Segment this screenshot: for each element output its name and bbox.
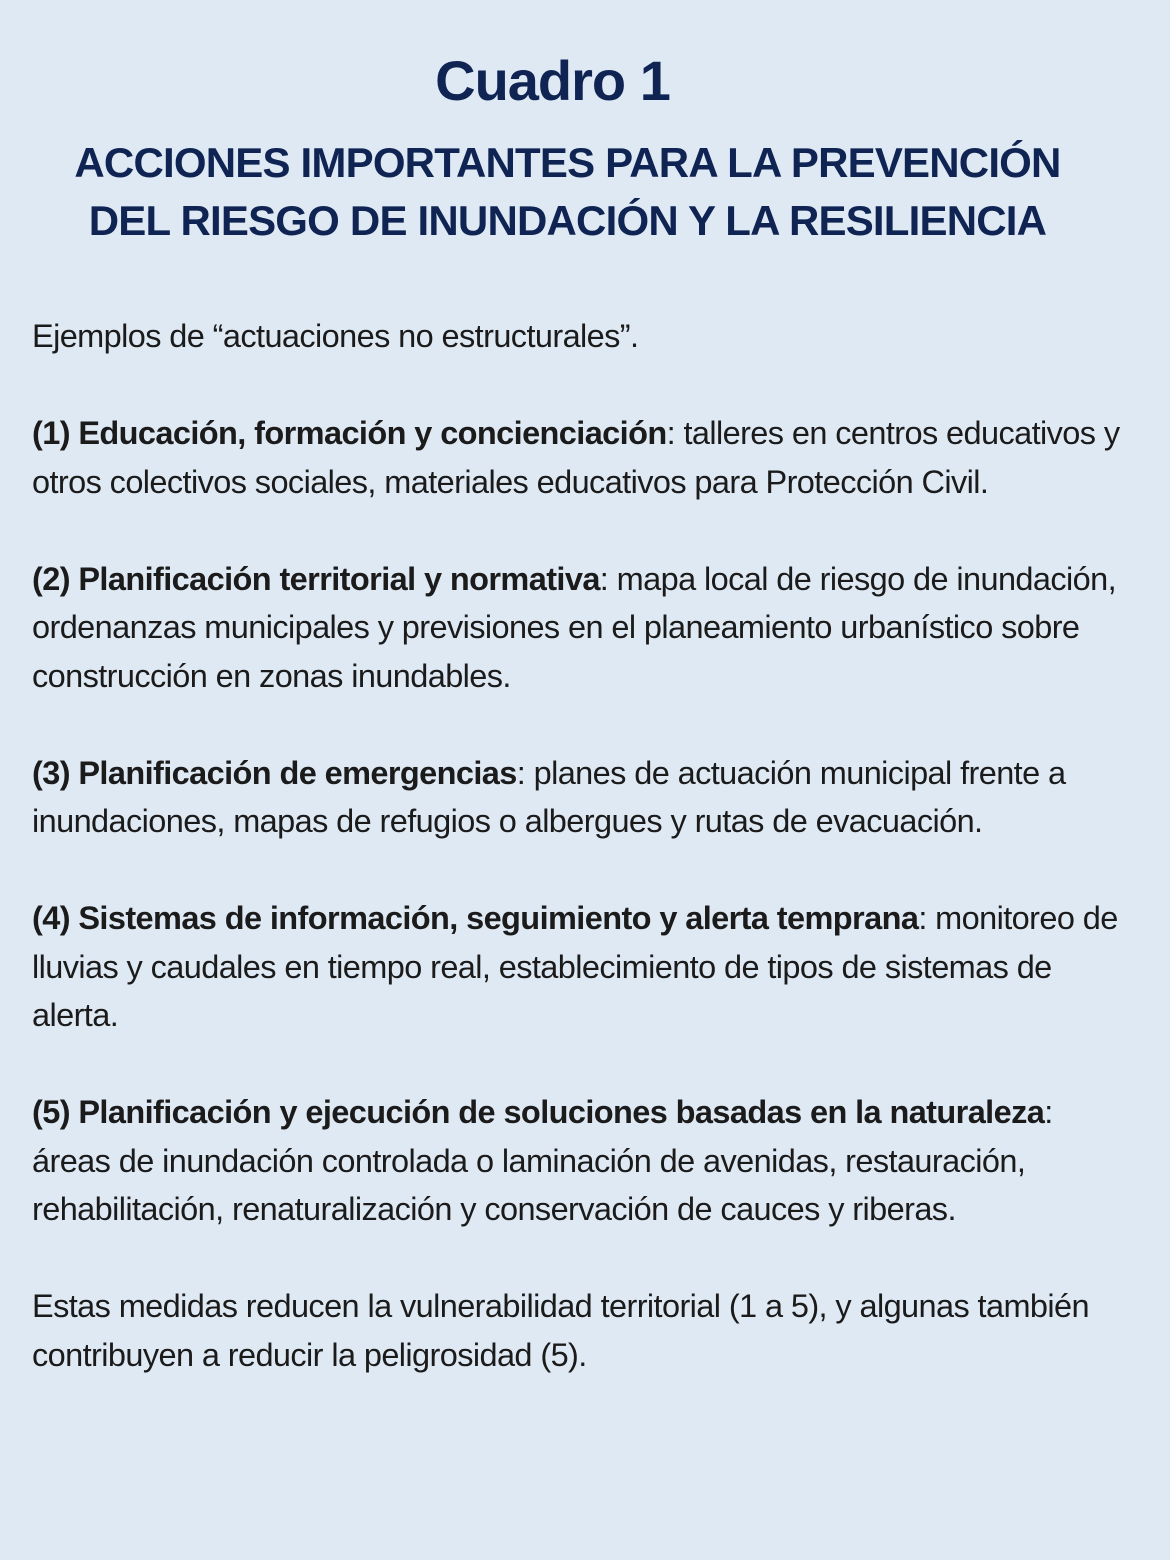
item-separator: : [666, 415, 676, 451]
item-text: monitoreo de lluvias y caudales en tiempo real, establecimiento de tipos de sistemas de alerta. [32, 900, 1118, 1033]
box-title-line-2: DEL RIESGO DE INUNDACIÓN Y LA RESILIENCIA [88, 197, 1047, 244]
item-heading: (1) Educación, formación y concienciación [32, 415, 667, 451]
item-separator: : [918, 900, 927, 936]
box-title [40, 134, 1095, 250]
item-text: planes de actuación municipal frente a inundaciones, mapas de refugios o albergues y rutas de evacuación. [32, 754, 1066, 839]
item-separator: : [599, 560, 609, 597]
item-text: mapa local de riesgo de inundación, ordenanzas municipales y previsiones en el planeamiento urbanístico sobre construcción en zonas inundables. [32, 560, 1117, 694]
list-item [32, 409, 1132, 506]
list-item [32, 749, 1132, 846]
list-item [32, 555, 1132, 701]
conclusion-paragraph: Estas medidas reducen la vulnerabilidad territorial (1 a 5), y algunas también contribuyen a reducir la peligrosidad (5). [32, 1288, 1089, 1373]
item-separator: : [516, 754, 526, 791]
box-title-line-1: ACCIONES IMPORTANTES PARA LA PREVENCIÓN [74, 139, 1061, 186]
item-text: talleres en centros educativos y otros colectivos sociales, materiales educativos para Protección Civil. [32, 415, 1120, 500]
box-content [32, 312, 1132, 1428]
item-heading: (2) Planificación territorial y normativa [32, 560, 600, 597]
intro-paragraph: Ejemplos de “actuaciones no estructurales”. [32, 318, 639, 354]
item-separator: : [1044, 1094, 1053, 1130]
list-item [32, 894, 1132, 1040]
box-number: Cuadro 1 [435, 49, 670, 112]
item-heading: (5) Planificación y ejecución de soluciones basadas en la naturaleza [32, 1094, 1045, 1130]
item-heading: (3) Planificación de emergencias [32, 754, 517, 791]
list-item [32, 1088, 1132, 1234]
item-text: áreas de inundación controlada o laminación de avenidas, restauración, rehabilitación, renaturalización y conservación de cauces y riberas. [32, 1142, 1026, 1227]
item-heading: (4) Sistemas de información, seguimiento y alerta temprana [32, 900, 919, 936]
